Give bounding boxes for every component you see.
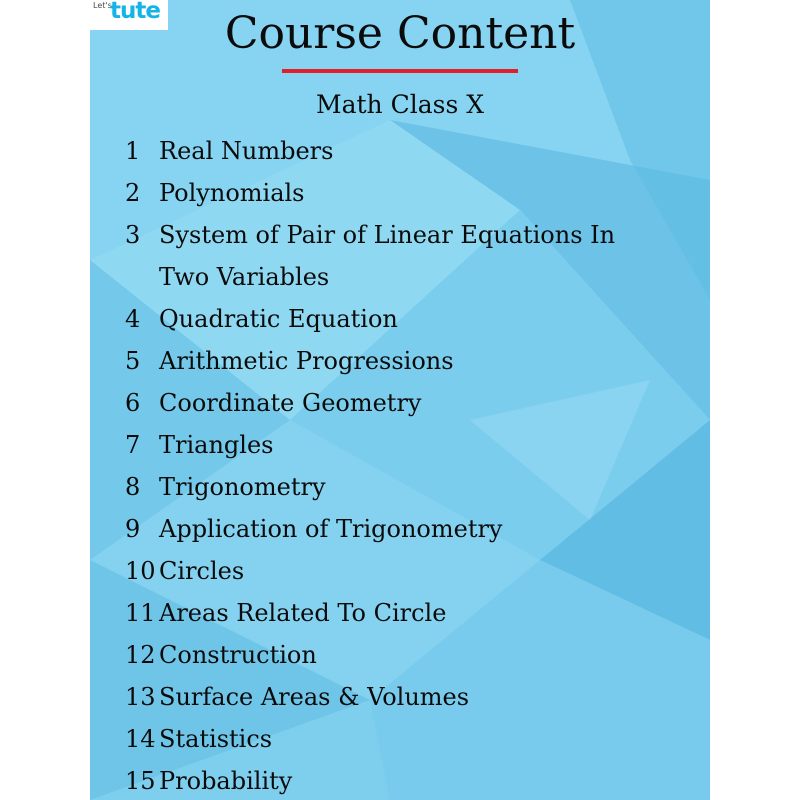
list-item: [125, 340, 705, 382]
topic-label: Areas Related To Circle: [159, 599, 447, 627]
topic-number: 14: [125, 725, 156, 753]
topic-number: 1: [125, 137, 141, 165]
list-item: [125, 214, 705, 298]
list-item: [125, 424, 705, 466]
topic-number: 2: [125, 179, 141, 207]
topic-label: Polynomials: [159, 179, 305, 207]
topic-label: Triangles: [159, 431, 274, 459]
course-content-poster: [90, 0, 710, 800]
topic-number: 7: [125, 431, 141, 459]
topic-label: Construction: [159, 641, 317, 669]
topic-label: Application of Trigonometry: [159, 515, 503, 543]
topic-number: 13: [125, 683, 156, 711]
topic-number: 10: [125, 557, 156, 585]
topic-label: Statistics: [159, 725, 273, 753]
topic-number: 4: [125, 305, 141, 333]
topic-number: 6: [125, 389, 141, 417]
page-title: Course Content: [224, 8, 576, 59]
page-subtitle: Math Class X: [315, 90, 485, 119]
list-item: [125, 760, 705, 800]
list-item: [125, 718, 705, 760]
list-item: [125, 382, 705, 424]
topic-label: Trigonometry: [159, 473, 326, 501]
list-item: [125, 634, 705, 676]
topic-label: Real Numbers: [159, 137, 334, 165]
list-item: [125, 172, 705, 214]
topic-number: 11: [125, 599, 156, 627]
topic-number: 9: [125, 515, 141, 543]
topic-number: 8: [125, 473, 141, 501]
topic-label: Arithmetic Progressions: [159, 347, 454, 375]
topic-number: 5: [125, 347, 141, 375]
title-underline: [282, 69, 518, 73]
topic-number: 3: [125, 221, 141, 249]
topic-label: Coordinate Geometry: [159, 389, 422, 417]
topic-list: [125, 130, 705, 800]
topic-label: System of Pair of Linear Equations In Two Variables: [159, 221, 616, 291]
topic-label: Circles: [159, 557, 245, 585]
logo-prefix: Let's: [93, 1, 112, 10]
topic-number: 15: [125, 767, 156, 795]
list-item: [125, 466, 705, 508]
list-item: [125, 592, 705, 634]
topic-label: Probability: [159, 767, 293, 795]
list-item: [125, 676, 705, 718]
list-item: [125, 130, 705, 172]
topic-label: Surface Areas & Volumes: [159, 683, 470, 711]
logo-name: tute: [110, 0, 160, 24]
topic-label: Quadratic Equation: [159, 305, 398, 333]
list-item: [125, 550, 705, 592]
topic-number: 12: [125, 641, 156, 669]
list-item: [125, 508, 705, 550]
list-item: [125, 298, 705, 340]
